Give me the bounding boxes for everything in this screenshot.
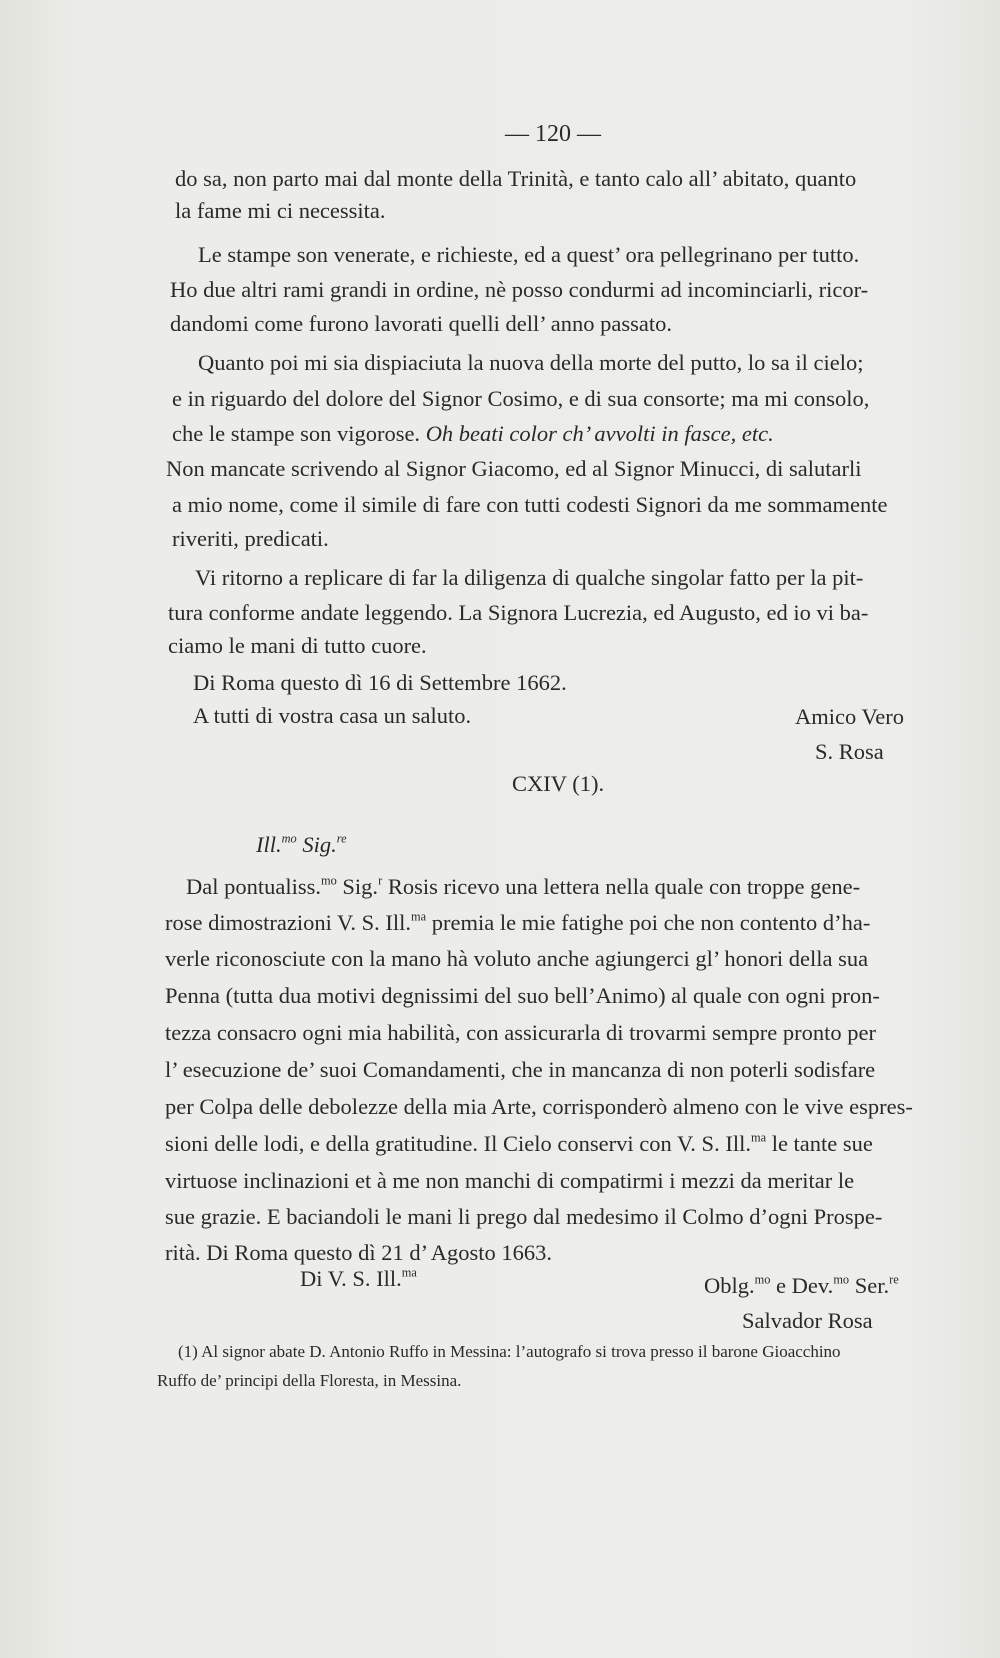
text-line: Ho due altri rami grandi in ordine, nè posso condurmi ad incominciarli, ricor-	[170, 277, 869, 302]
text-span: Dal pontualiss.	[186, 874, 321, 899]
dateline: Di Roma questo dì 16 di Settembre 1662.	[193, 670, 567, 695]
text-line: e in riguardo del dolore del Signor Cosimo, e di sua consorte; ma mi consolo,	[172, 386, 870, 411]
superscript: re	[889, 1272, 899, 1287]
letter-heading: CXIV (1).	[512, 771, 605, 796]
closing-left	[300, 1265, 417, 1291]
text-line: Le stampe son venerate, e richieste, ed a quest’ ora pellegrinano per tutto.	[198, 242, 860, 267]
signature: S. Rosa	[815, 739, 884, 764]
superscript: mo	[754, 1272, 771, 1287]
text-span: che le stampe son vigorose.	[172, 421, 421, 446]
text-span: Rosis ricevo una lettera nella quale con troppe gene-	[382, 874, 861, 899]
text-span: Oblg.	[704, 1273, 755, 1298]
text-line: Quanto poi mi sia dispiaciuta la nuova della morte del putto, lo sa il cielo;	[198, 350, 864, 375]
text-span: Ill.	[256, 832, 282, 857]
superscript: ma	[750, 1130, 767, 1145]
quote-text: Oh beati color ch’ avvolti in fasce, etc.	[425, 421, 774, 446]
superscript: re	[336, 831, 347, 846]
text-line: virtuose inclinazioni et à me non manchi di compatirmi i mezzi da meritar le	[165, 1168, 855, 1193]
text-line: tezza consacro ogni mia habilità, con assicurarla di trovarmi sempre pronto per	[165, 1020, 876, 1045]
text-line: sue grazie. E baciandoli le mani li prego dal medesimo il Colmo d’ogni Prospe-	[165, 1204, 883, 1229]
salutation	[256, 831, 347, 857]
superscript: mo	[833, 1272, 850, 1287]
superscript: mo	[281, 831, 297, 846]
superscript: r	[378, 873, 383, 888]
text-line: tura conforme andate leggendo. La Signora Lucrezia, ed Augusto, ed io vi ba-	[168, 600, 869, 625]
text-line: dandomi come furono lavorati quelli dell’ anno passato.	[170, 311, 672, 336]
text-line: Penna (tutta dua motivi degnissimi del suo bell’Animo) al quale con ogni pron-	[165, 983, 880, 1008]
text-span: Sig.	[336, 874, 379, 899]
superscript: ma	[401, 1265, 417, 1280]
text-line: a mio nome, come il simile di fare con tutti codesti Signori da me sommamente	[172, 492, 888, 517]
text-span: rose dimostrazioni V. S. Ill.	[165, 910, 412, 935]
greeting: A tutti di vostra casa un saluto.	[193, 703, 472, 728]
page-number: — 120 —	[505, 121, 601, 147]
text-line: l’ esecuzione de’ suoi Comandamenti, che in mancanza di non poterli sodisfare	[165, 1057, 876, 1082]
text-line: verle riconosciute con la mano hà voluto anche agiungerci gl’ honori della sua	[165, 946, 869, 971]
text-span: premia le mie fatighe poi che non contento d’ha-	[426, 910, 871, 935]
text-line	[186, 873, 861, 899]
footnote-line: Ruffo de’ principi della Floresta, in Messina.	[157, 1371, 462, 1390]
text-span: e Dev.	[770, 1273, 834, 1298]
text-line: do sa, non parto mai dal monte della Trinità, e tanto calo all’ abitato, quanto	[175, 166, 857, 191]
signoff: Amico Vero	[795, 704, 904, 729]
closing-right	[704, 1272, 899, 1298]
text-line	[165, 1130, 873, 1156]
text-span: Di V. S. Ill.	[300, 1266, 402, 1291]
text-line: rità. Di Roma questo dì 21 d’ Agosto 1663.	[165, 1240, 553, 1265]
text-span: Ser.	[849, 1273, 890, 1298]
footnote-line: (1) Al signor abate D. Antonio Ruffo in Messina: l’autografo si trova presso il barone Gioacchino	[178, 1342, 841, 1361]
text-line: Non mancate scrivendo al Signor Giacomo, ed al Signor Minucci, di salutarli	[166, 456, 862, 481]
text-span: le tante sue	[766, 1131, 873, 1156]
text-line	[172, 423, 774, 446]
superscript: mo	[321, 873, 337, 888]
text-span: Sig.	[302, 832, 337, 857]
text-line: ciamo le mani di tutto cuore.	[168, 633, 427, 658]
text-line: Vi ritorno a replicare di far la diligenza di qualche singolar fatto per la pit-	[195, 565, 864, 590]
text-line	[165, 909, 871, 935]
text-line: per Colpa delle debolezze della mia Arte, corrisponderò almeno con le vive espres-	[165, 1094, 913, 1119]
text-line: la fame mi ci necessita.	[175, 198, 386, 223]
text-span: sioni delle lodi, e della gratitudine. Il Cielo conservi con V. S. Ill.	[165, 1131, 751, 1156]
signature: Salvador Rosa	[742, 1308, 873, 1333]
superscript: ma	[411, 909, 427, 924]
text-line: riveriti, predicati.	[172, 526, 329, 551]
